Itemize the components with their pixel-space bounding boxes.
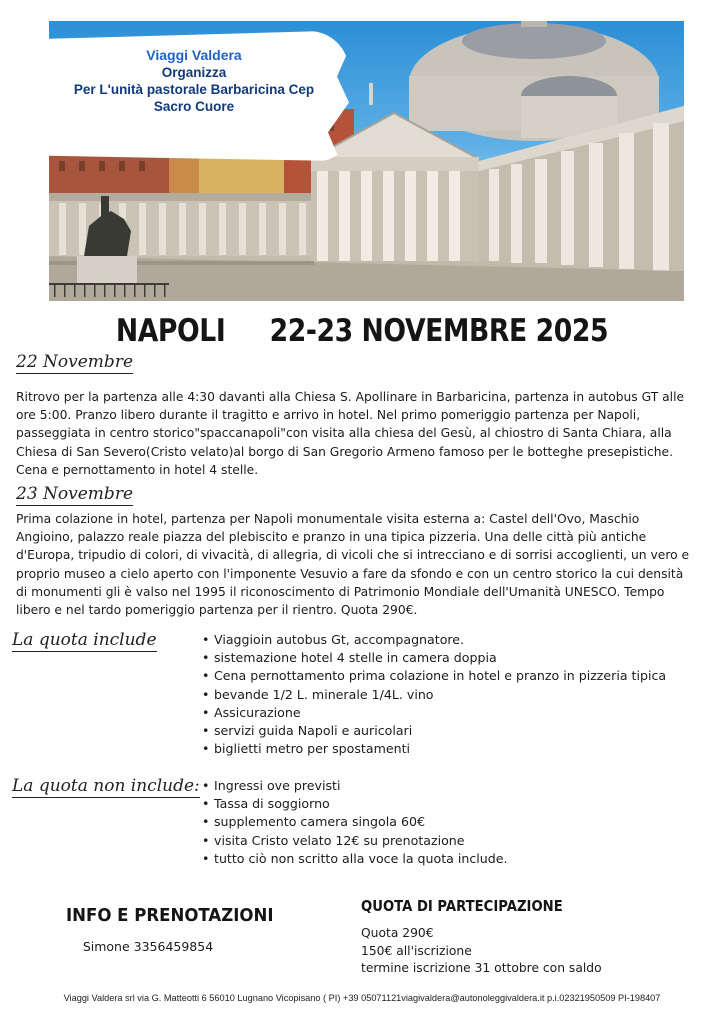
quota-deadline: termine iscrizione 31 ottobre con saldo xyxy=(361,961,602,975)
hero-image xyxy=(49,21,684,301)
list-item: • sistemazione hotel 4 stelle in camera doppia xyxy=(202,649,702,667)
contact-phone: Simone 3356459854 xyxy=(82,939,214,954)
list-item: • supplemento camera singola 60€ xyxy=(202,813,702,831)
list-item: • tutto ciò non scritto alla voce la quota include. xyxy=(202,850,702,868)
list-item: • bevande 1/2 L. minerale 1/4L. vino xyxy=(202,686,702,704)
quota-deposit: 150€ all'iscrizione xyxy=(361,943,472,958)
organizer-line-1: Organizza xyxy=(161,65,227,80)
quota-heading: QUOTA DI PARTECIPAZIONE xyxy=(361,897,563,915)
day2-description: Prima colazione in hotel, partenza per Napoli monumentale visita esterna a: Castel dell'Ovo, Maschio Angioino, palazzo reale piazza del plebiscito e pranzo in una tipica pizzeria. Una delle città più antiche d'Europa, tripudio di colori, di vivacità, di allegria, di vicoli che si intrecciano e di sorrisi accoglienti, un vero e proprio museo a cielo aperto con l'imponente Vesuvio a fare da sfondo e con un centro storico la cui densità di monumenti gli è valso nel 1995 il riconoscimento di Patrimonio Mondiale dell'Umanità UNESCO. Tempo libero e nel tardo pomeriggio partenza per il rientro. Quota 290€. xyxy=(16,512,690,618)
day1-description: Ritrovo per la partenza alle 4:30 davanti alla Chiesa S. Apollinare in Barbaricina, partenza in autobus GT alle ore 5:00. Pranzo libero durante il tragitto e arrivo in hotel. Nel primo pomeriggio partenza per Napoli, passeggiata in centro storico"spaccanapoli"con visita alla chiesa del Gesù, al chiostro di Santa Chiara, alla Chiesa di San Severo(Cristo velato)al borgo di San Gregorio Armeno famoso per le botteghe presepistiche. Cena e pernottamento in hotel 4 stelle. xyxy=(16,390,685,477)
day1-heading: 22 Novembre xyxy=(16,352,133,372)
list-item: • servizi guida Napoli e auricolari xyxy=(202,722,702,740)
list-item: • biglietti metro per spostamenti xyxy=(202,740,702,758)
excludes-list xyxy=(202,777,702,868)
organizer-line-3: Sacro Cuore xyxy=(153,99,235,114)
organizer-line-2: Per L'unità pastorale Barbaricina Cep xyxy=(73,82,315,97)
quota-price: Quota 290€ xyxy=(361,926,434,940)
list-item: • visita Cristo velato 12€ su prenotazione xyxy=(202,832,702,850)
company-footer: Viaggi Valdera srl via G. Matteotti 6 56010 Lugnano Vicopisano ( PI) +39 05071121viagivaldera@autonoleggivaldera.it p.i.02321950509 PI-198407 xyxy=(63,993,661,1003)
day2-heading: 23 Novembre xyxy=(16,484,133,504)
list-item: • Tassa di soggiorno xyxy=(202,795,702,813)
excludes-heading: La quota non include: xyxy=(12,776,200,796)
info-heading: INFO E PRENOTAZIONI xyxy=(66,905,274,926)
quota-details xyxy=(361,925,701,978)
organizer-block xyxy=(49,47,339,115)
includes-heading: La quota include xyxy=(12,630,157,650)
trip-headline: NAPOLI 22-23 NOVEMBRE 2025 xyxy=(115,313,609,349)
brand-name: Viaggi Valdera xyxy=(146,47,242,63)
list-item: • Ingressi ove previsti xyxy=(202,777,702,795)
list-item: • Cena pernottamento prima colazione in hotel e pranzo in pizzeria tipica xyxy=(202,667,702,685)
includes-list xyxy=(202,631,702,758)
list-item: • Viaggioin autobus Gt, accompagnatore. xyxy=(202,631,702,649)
list-item: • Assicurazione xyxy=(202,704,702,722)
